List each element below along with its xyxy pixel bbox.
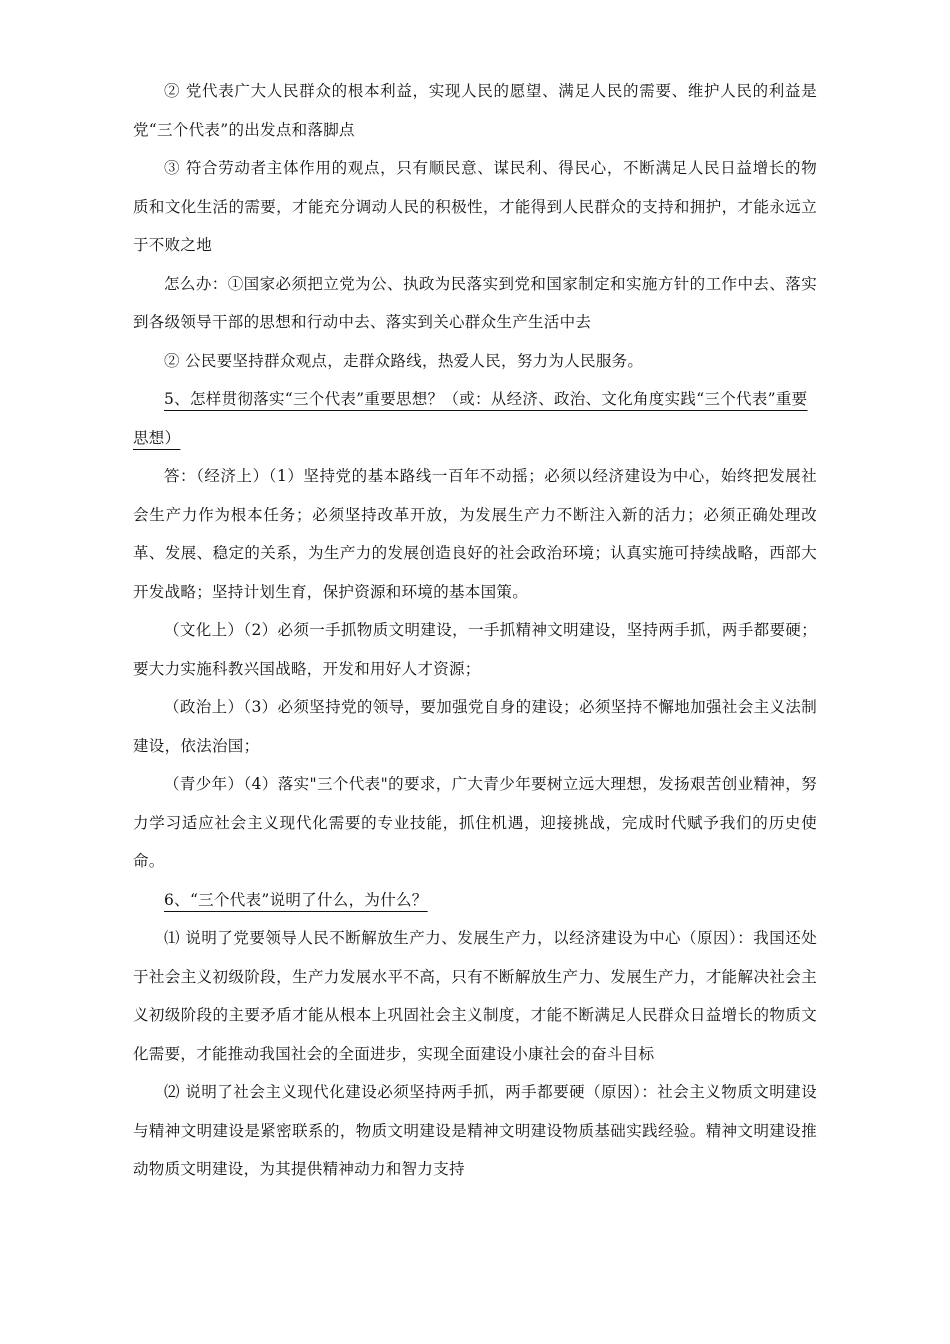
answer-6-point-1: ⑴ 说明了党要领导人民不断解放生产力、发展生产力，以经济建设为中心（原因）：我国还处于社会主义初级阶段，生产力发展水平不高，只有不断解放生产力、发展生产力，才能解决社会主义初级阶段的主要矛盾才能从根本上巩固社会主义制度，才能不断满足人民群众日益增长的物质文化需要，才能推动我国社会的全面进步，实现全面建设小康社会的奋斗目标 (133, 929, 817, 1063)
paragraph-citizens: ② 公民要坚持群众观点，走群众路线，热爱人民，努力为人民服务。 (164, 351, 644, 370)
answer-culture: （文化上）（2）必须一手抓物质文明建设，一手抓精神文明建设，坚持两手抓，两手都要硬；要大力实施科教兴国战略，开发和用好人才资源； (133, 621, 817, 678)
paragraph-what-to-do: 怎么办：①国家必须把立党为公、执政为民落实到党和国家制定和实施方针的工作中去、落实到各级领导干部的思想和行动中去、落实到关心群众生产生活中去 (133, 274, 817, 331)
paragraph-point-3-laborers: ③ 符合劳动者主体作用的观点，只有顺民意、谋民利、得民心，不断满足人民日益增长的物质和文化生活的需要，才能充分调动人民的积极性，才能得到人民群众的支持和拥护，才能永远立于不败之地 (133, 159, 817, 254)
paragraph-point-2-interests: ② 党代表广大人民群众的根本利益，实现人民的愿望、满足人民的需要、维护人民的利益是党“三个代表”的出发点和落脚点 (133, 82, 817, 139)
answer-economy: 答：（经济上）（1）坚持党的基本路线一百年不动摇；必须以经济建设为中心，始终把发展社会生产力作为根本任务；必须坚持改革开放，为发展生产力不断注入新的活力；必须正确处理改革、发展、稳定的关系，为生产力的发展创造良好的社会政治环境；认真实施可持续战略，西部大开发战略；坚持计划生育，保护资源和环境的基本国策。 (133, 467, 817, 601)
answer-politics: （政治上）（3）必须坚持党的领导，要加强党自身的建设；必须坚持不懈地加强社会主义法制建设，依法治国； (133, 698, 817, 755)
question-5-heading: 5、怎样贯彻落实“三个代表”重要思想？（或：从经济、政治、文化角度实践“三个代表”重要思想） (133, 390, 808, 447)
document-page (133, 72, 817, 1189)
question-6-heading: 6、“三个代表”说明了什么，为什么？ (164, 890, 428, 909)
answer-6-point-2: ⑵ 说明了社会主义现代化建设必须坚持两手抓，两手都要硬（原因）：社会主义物质文明建设与精神文明建设是紧密联系的，物质文明建设是精神文明建设物质基础实践经验。精神文明建设推动物质文明建设，为其提供精神动力和智力支持 (133, 1083, 817, 1178)
answer-youth: （青少年）（4）落实"三个代表"的要求，广大青少年要树立远大理想，发扬艰苦创业精神，努力学习适应社会主义现代化需要的专业技能，抓住机遇，迎接挑战，完成时代赋予我们的历史使命。 (133, 775, 817, 870)
